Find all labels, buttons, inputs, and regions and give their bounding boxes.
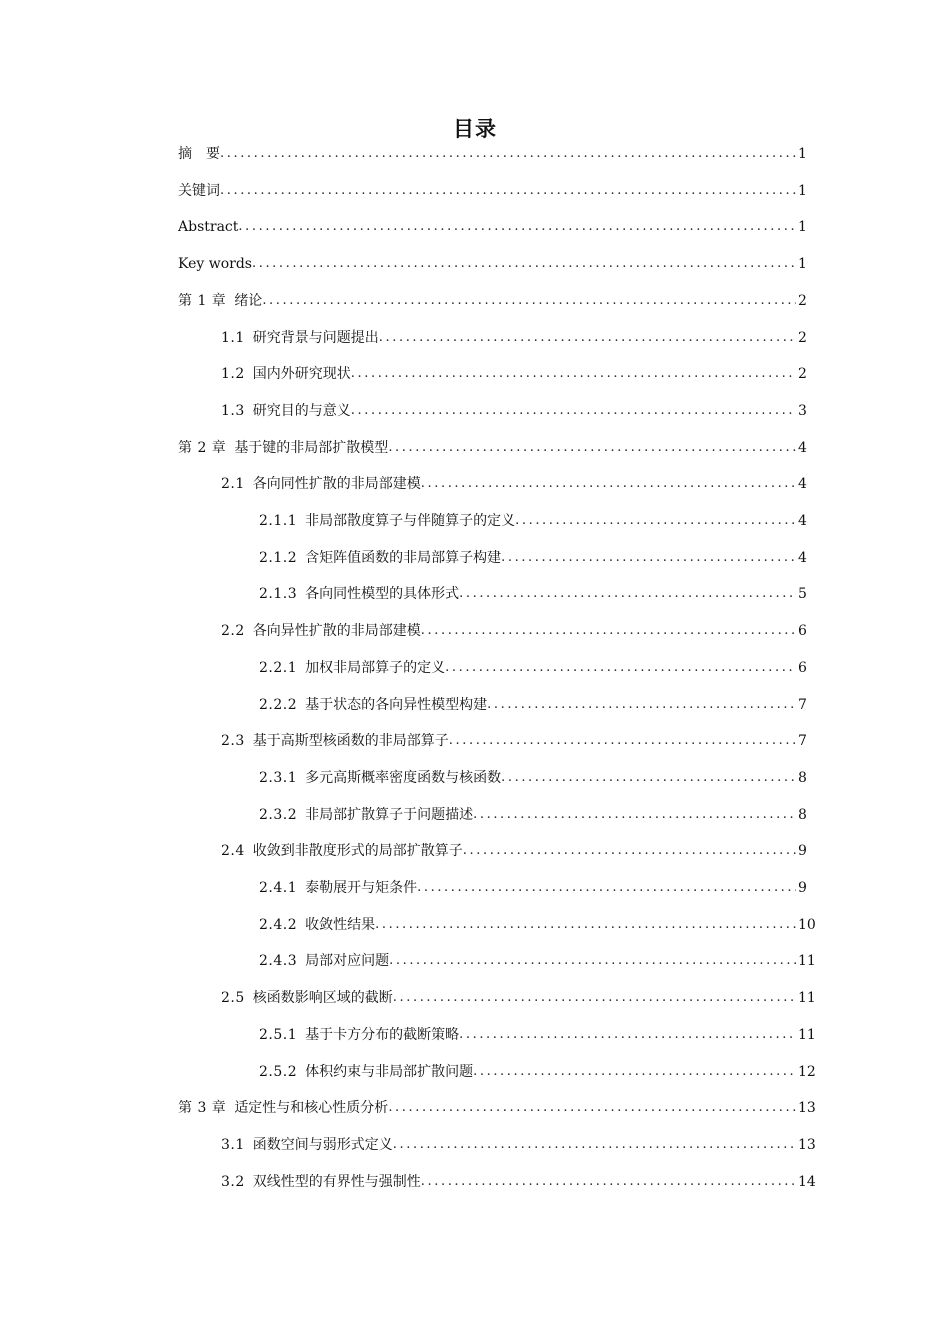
- toc-entry-title: 双线性型的有界性与强制性: [252, 1173, 421, 1190]
- toc-dot-leader: [515, 511, 796, 531]
- toc-entry[interactable]: [178, 138, 806, 164]
- toc-entry-title: 基于卡方分布的截断策略: [305, 1026, 460, 1043]
- toc-dot-leader: [238, 217, 796, 237]
- toc-entry-title: 多元高斯概率密度函数与核函数: [305, 769, 502, 786]
- toc-entry[interactable]: [259, 945, 816, 971]
- toc-entry[interactable]: [259, 542, 806, 568]
- toc-entry[interactable]: [178, 285, 806, 311]
- toc-entry[interactable]: [259, 872, 806, 898]
- toc-entry-number: 2.4.3: [259, 953, 298, 970]
- toc-entry[interactable]: [221, 835, 806, 861]
- toc-dot-leader: [459, 1025, 796, 1045]
- toc-entry-title: 适定性与和核心性质分析: [234, 1100, 389, 1117]
- toc-dot-leader: [375, 915, 796, 935]
- toc-entry-title: 核函数影响区域的截断: [252, 990, 393, 1007]
- toc-entry-title: 收敛到非散度形式的局部扩散算子: [252, 843, 463, 860]
- toc-entry-number: 1.1: [221, 329, 245, 346]
- toc-entry-number: 2.1.1: [259, 513, 298, 529]
- toc-entry-title: 含矩阵值函数的非局部算子构建: [305, 549, 502, 566]
- toc-entry-page-number: 8: [798, 769, 807, 786]
- toc-entry[interactable]: [221, 1129, 816, 1155]
- toc-entry-number: 2.3.1: [259, 769, 298, 786]
- toc-entry[interactable]: [259, 1019, 816, 1045]
- toc-entry-title: 加权非局部算子的定义: [305, 659, 446, 676]
- toc-entry[interactable]: [259, 505, 806, 531]
- toc-entry[interactable]: [221, 358, 806, 384]
- toc-entry[interactable]: [221, 322, 806, 348]
- toc-entry[interactable]: [221, 982, 816, 1008]
- toc-entry-page-number: 11: [798, 953, 816, 970]
- toc-entry-page-number: 6: [798, 659, 807, 676]
- toc-entry-title: 泰勒展开与矩条件: [305, 880, 418, 896]
- toc-dot-leader: [389, 951, 796, 971]
- toc-dot-leader: [501, 768, 796, 788]
- toc-entry-page-number: 11: [798, 1026, 816, 1043]
- toc-entry-title: 国内外研究现状: [252, 366, 351, 383]
- toc-entry-page-number: 10: [798, 916, 816, 933]
- toc-entry[interactable]: [259, 689, 806, 715]
- toc-entry[interactable]: [221, 615, 806, 641]
- toc-entry-title: 关键词: [178, 182, 220, 199]
- toc-entry-page-number: 1: [798, 256, 807, 273]
- toc-entry[interactable]: [178, 1092, 816, 1118]
- toc-entry-number: 2.5.1: [259, 1026, 298, 1043]
- toc-dot-leader: [487, 695, 796, 715]
- toc-entry-number: 1.2: [221, 366, 245, 383]
- toc-entry-title: 局部对应问题: [305, 953, 390, 970]
- toc-dot-leader: [501, 548, 796, 568]
- toc-entry-number: 第 3 章: [178, 1100, 227, 1117]
- toc-entry-title: 基于状态的各向异性模型构建: [305, 696, 488, 713]
- toc-entry-number: 2.4.2: [259, 916, 298, 933]
- toc-entry-title: 非局部扩散算子于问题描述: [305, 806, 474, 823]
- toc-entry-title: 研究背景与问题提出: [252, 329, 379, 346]
- toc-dot-leader: [393, 988, 796, 1008]
- toc-entry-number: 2.5.2: [259, 1063, 298, 1080]
- toc-entry-number: 2.1.2: [259, 549, 298, 566]
- toc-entry-number: 1.3: [221, 402, 245, 419]
- toc-entry-number: 2.2.2: [259, 696, 298, 713]
- toc-entry-number: 2.4.1: [259, 880, 298, 896]
- toc-entry[interactable]: [221, 1166, 816, 1192]
- toc-entry-page-number: 9: [798, 843, 807, 860]
- toc-entry-page-number: 9: [798, 880, 807, 896]
- toc-dot-leader: [417, 878, 796, 898]
- toc-entry-title: 基于高斯型核函数的非局部算子: [252, 733, 449, 750]
- toc-entry-number: 2.2.1: [259, 659, 298, 676]
- toc-entry-page-number: 1: [798, 182, 807, 199]
- toc-entry-number: 2.3: [221, 733, 245, 750]
- toc-dot-leader: [393, 1135, 796, 1155]
- toc-entry[interactable]: [221, 725, 806, 751]
- toc-entry-page-number: 14: [798, 1173, 816, 1190]
- toc-dot-leader: [449, 731, 796, 751]
- toc-entry-page-number: 2: [798, 292, 807, 309]
- toc-entry[interactable]: [178, 432, 806, 458]
- toc-entry-number: 2.5: [221, 990, 245, 1007]
- toc-entry-page-number: 2: [798, 329, 807, 346]
- toc-entry-number: 3.2: [221, 1173, 245, 1190]
- toc-entry[interactable]: [259, 652, 806, 678]
- toc-dot-leader: [252, 254, 796, 274]
- toc-dot-leader: [220, 181, 796, 201]
- toc-entry-number: 2.1.3: [259, 586, 298, 603]
- toc-entry[interactable]: [259, 799, 806, 825]
- toc-dot-leader: [262, 291, 796, 311]
- toc-entry-page-number: 6: [798, 623, 807, 640]
- toc-entry-page-number: 2: [798, 366, 807, 383]
- toc-dot-leader: [463, 841, 796, 861]
- toc-dot-leader: [473, 805, 796, 825]
- toc-entry-page-number: 13: [798, 1136, 816, 1153]
- toc-entry-title: 非局部散度算子与伴随算子的定义: [305, 513, 516, 529]
- toc-entry-title: 收敛性结果: [305, 916, 376, 933]
- toc-entry-page-number: 3: [798, 402, 807, 419]
- toc-entry-page-number: 1: [798, 146, 807, 162]
- toc-dot-leader: [421, 621, 796, 641]
- toc-entry[interactable]: [259, 762, 806, 788]
- toc-entry-title: 各向异性扩散的非局部建模: [252, 623, 421, 640]
- toc-entry[interactable]: [259, 1056, 816, 1082]
- toc-entry-page-number: 11: [798, 990, 816, 1007]
- toc-dot-leader: [351, 401, 796, 421]
- toc-entry-title: Key words: [178, 256, 252, 273]
- toc-entry-page-number: 8: [798, 806, 807, 823]
- toc-entry-number: 3.1: [221, 1136, 245, 1153]
- toc-entry[interactable]: [221, 468, 806, 494]
- toc-entry-page-number: 4: [798, 549, 807, 566]
- toc-entry-number: 第 1 章: [178, 292, 227, 309]
- toc-dot-leader: [388, 1098, 796, 1118]
- toc-dot-leader: [459, 584, 796, 604]
- toc-entry-title: 各向同性扩散的非局部建模: [252, 476, 421, 493]
- toc-dot-leader: [421, 474, 796, 494]
- toc-entry-page-number: 5: [798, 586, 807, 603]
- toc-entry-title: 体积约束与非局部扩散问题: [305, 1063, 474, 1080]
- toc-entry-page-number: 4: [798, 439, 807, 456]
- toc-entry[interactable]: [221, 395, 806, 421]
- toc-dot-leader: [473, 1062, 796, 1082]
- toc-entry-title: 绪论: [234, 292, 263, 309]
- toc-entry-page-number: 7: [798, 696, 807, 713]
- toc-entry-page-number: 1: [798, 219, 807, 236]
- toc-entry[interactable]: [259, 909, 816, 935]
- toc-entry[interactable]: [259, 578, 806, 604]
- toc-entry-page-number: 13: [798, 1100, 816, 1117]
- toc-entry-title: 研究目的与意义: [252, 402, 351, 419]
- toc-entry-page-number: 7: [798, 733, 807, 750]
- toc-entry-number: 2.3.2: [259, 806, 298, 823]
- toc-dot-leader: [388, 438, 796, 458]
- toc-entry-page-number: 4: [798, 476, 807, 493]
- toc-entry-number: 第 2 章: [178, 439, 227, 456]
- toc-entry-title: Abstract: [178, 219, 239, 236]
- toc-entry[interactable]: [178, 211, 806, 237]
- toc-entry-title: 基于键的非局部扩散模型: [234, 439, 389, 456]
- toc-dot-leader: [351, 364, 796, 384]
- toc-dot-leader: [445, 658, 796, 678]
- toc-entry[interactable]: [178, 248, 806, 274]
- toc-entry-page-number: 12: [798, 1063, 816, 1080]
- toc-title: 目录: [453, 117, 497, 141]
- toc-entry-number: 2.2: [221, 623, 245, 640]
- toc-entry-number: 2.1: [221, 476, 245, 493]
- toc-entry[interactable]: [178, 175, 806, 201]
- toc-dot-leader: [220, 144, 796, 164]
- toc-entry-number: 2.4: [221, 843, 245, 860]
- toc-entry-title: 函数空间与弱形式定义: [252, 1136, 393, 1153]
- toc-entry-page-number: 4: [798, 513, 807, 529]
- toc-entry-title: 各向同性模型的具体形式: [305, 586, 460, 603]
- toc-dot-leader: [379, 328, 796, 348]
- toc-entry-title: 摘 要: [178, 146, 220, 162]
- toc-dot-leader: [421, 1172, 796, 1192]
